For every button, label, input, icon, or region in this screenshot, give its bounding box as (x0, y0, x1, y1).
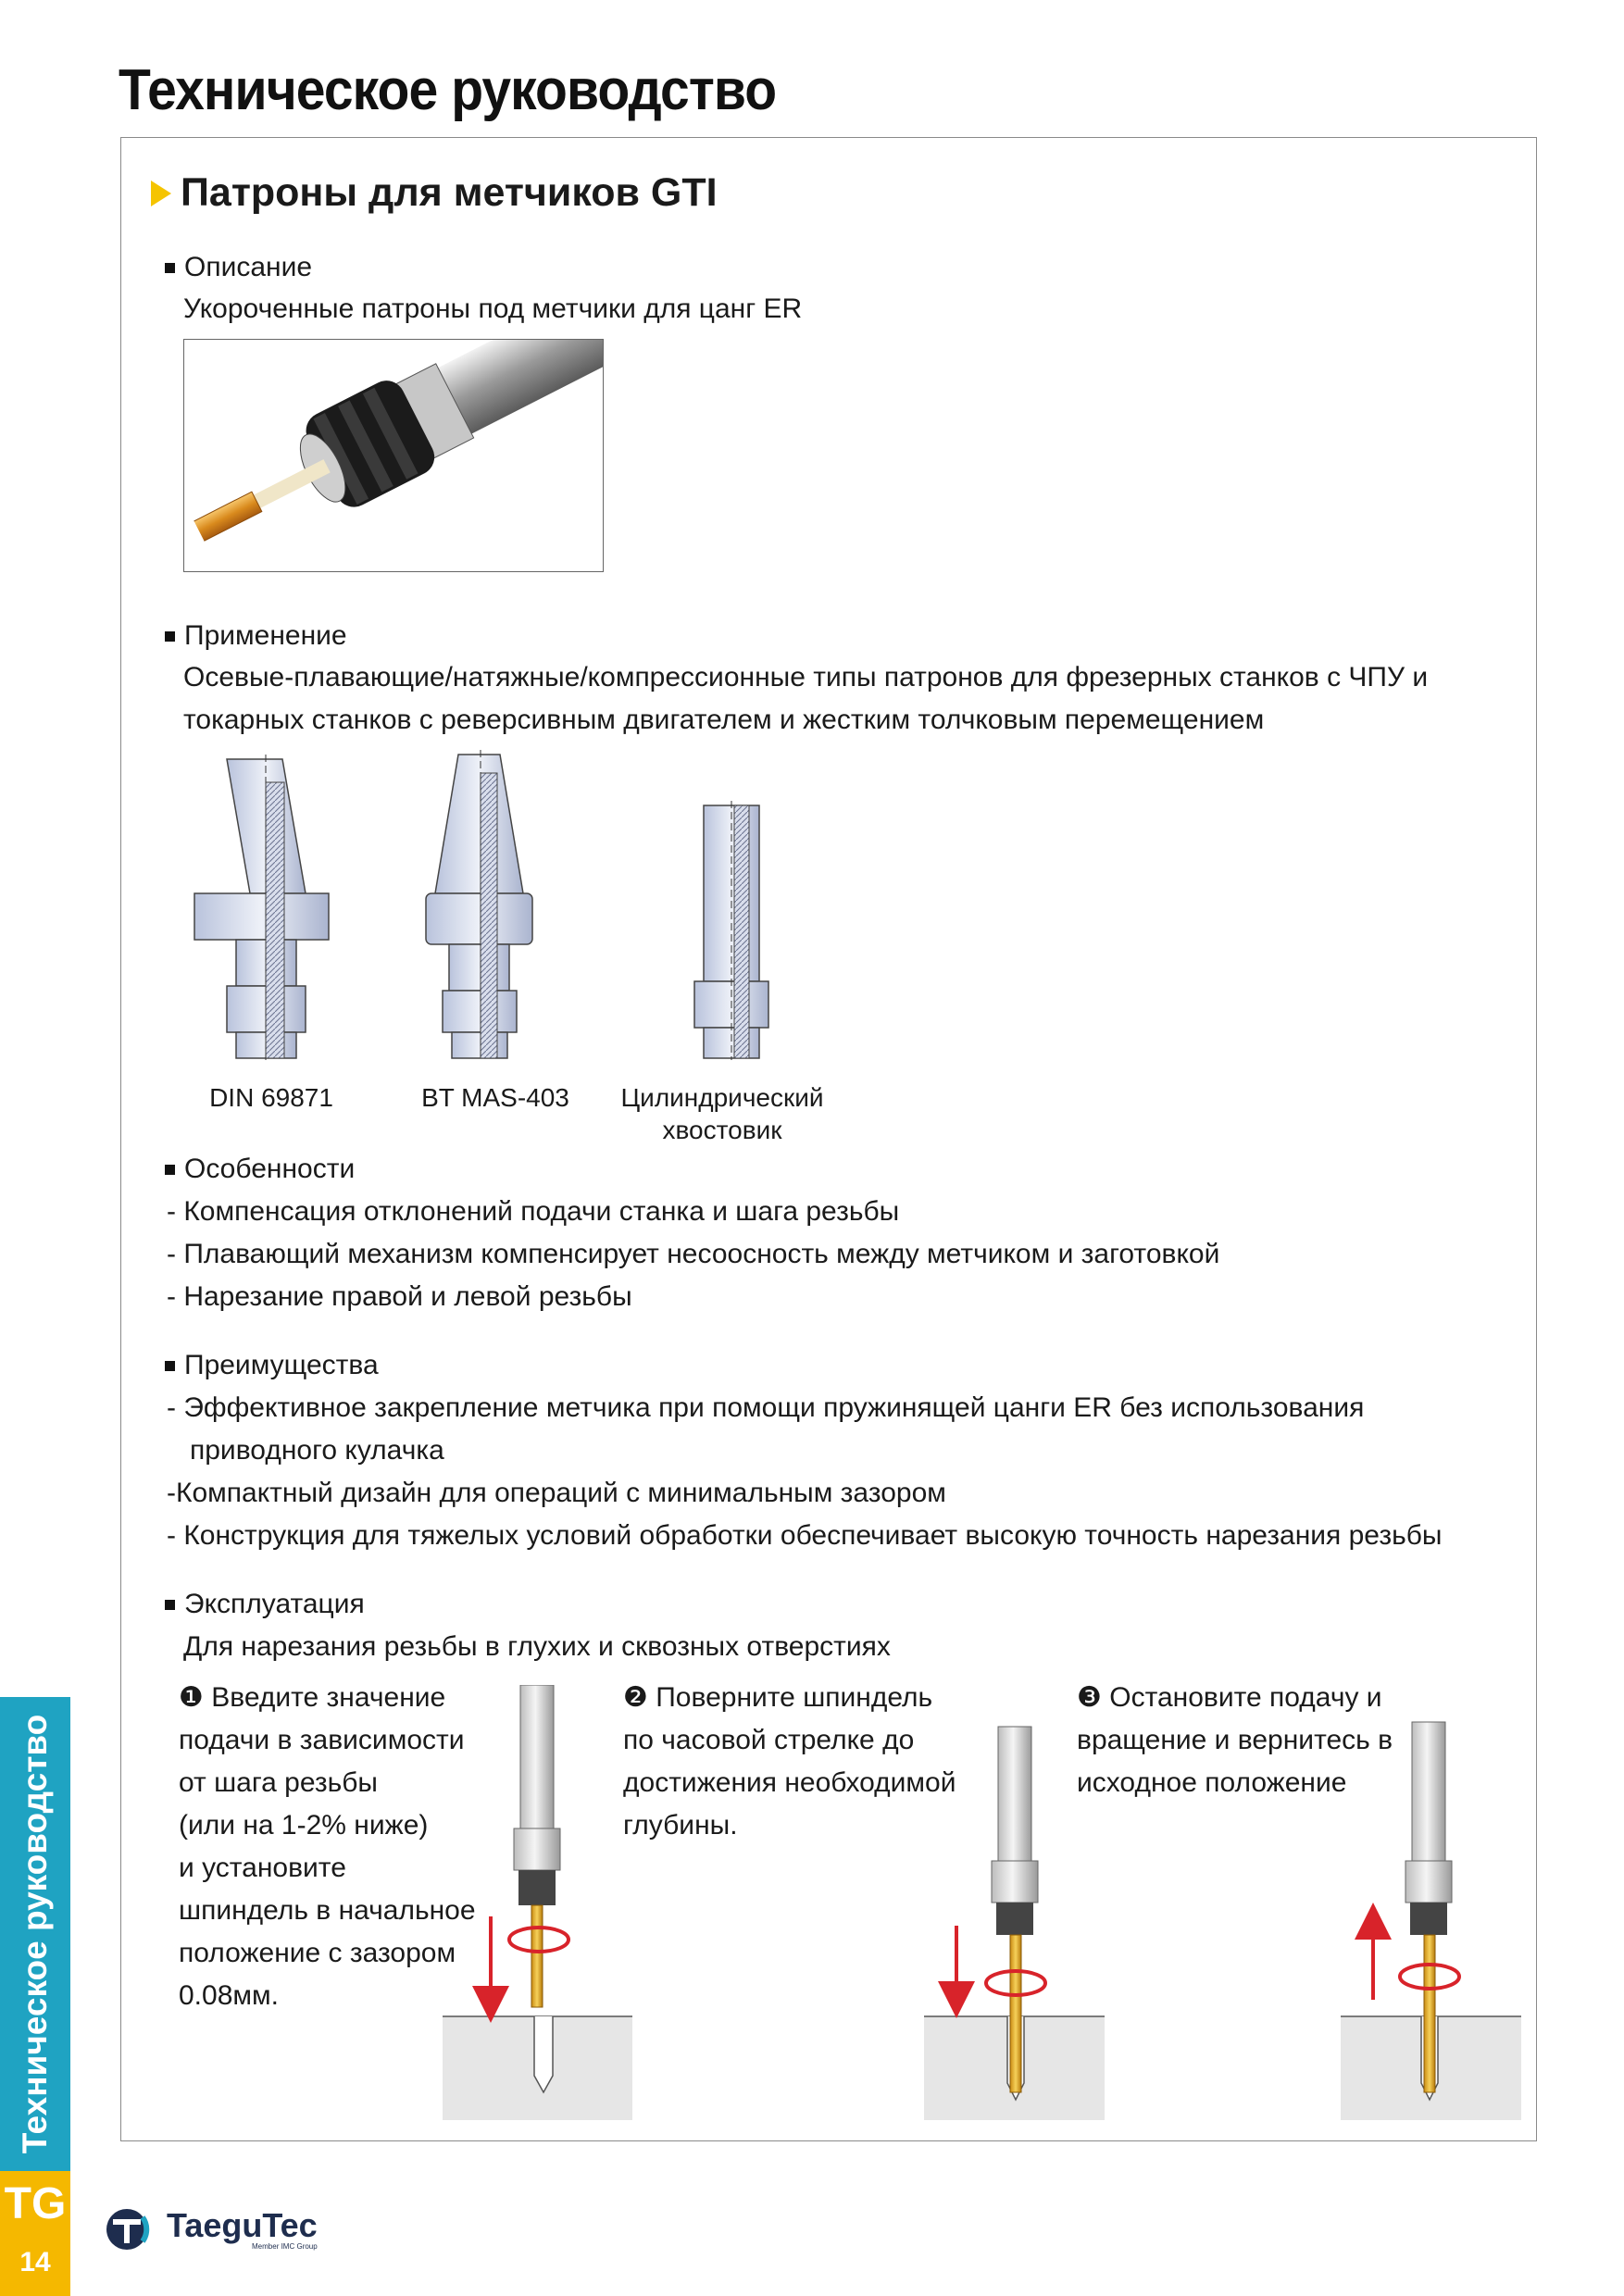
taegutec-logo (102, 2206, 318, 2252)
triangle-bullet-icon (151, 181, 171, 206)
step-3-line: исходное положение (1077, 1767, 1347, 1798)
features-heading-text: Особенности (184, 1154, 356, 1184)
section-title (151, 170, 718, 216)
operation-heading (165, 1589, 365, 1620)
application-heading-text: Применение (184, 620, 347, 651)
taegutec-logo-icon (102, 2206, 167, 2252)
step-1-line: шпиндель в начальное (179, 1895, 476, 1926)
bt-mas-403-drawing (426, 750, 532, 1060)
product-photo (183, 339, 604, 572)
section-title-text: Патроны для метчиков GTI (181, 170, 718, 215)
section-badge: TG (4, 2179, 67, 2228)
cylindrical-shank-drawing (694, 801, 768, 1060)
din-69871-drawing (194, 755, 329, 1060)
features-heading (165, 1154, 355, 1185)
description-heading (165, 252, 312, 283)
caption-din-69871: DIN 69871 (209, 1083, 333, 1112)
logo-name: TaeguTec (167, 2205, 318, 2244)
application-line-2: токарных станков с реверсивным двигателем и жестким толчковым перемещением (183, 705, 1265, 735)
page-badge (0, 2171, 70, 2296)
step-2-line: глубины. (623, 1810, 738, 1841)
step-1-line: и установите (179, 1853, 346, 1883)
step-1-illustration (443, 1685, 632, 2120)
operation-text: Для нарезания резьбы в глухих и сквозных отверстиях (183, 1631, 891, 1662)
tap-holder-photo-image (184, 340, 604, 572)
square-bullet-icon (165, 631, 175, 642)
step-3-illustration (1341, 1722, 1521, 2120)
tapping-steps-illustration (435, 1685, 1528, 2129)
features-item: - Плавающий механизм компенсирует несоосность между метчиком и заготовкой (167, 1239, 1220, 1269)
logo-sub: Member IMC Group (252, 2241, 318, 2251)
sidebar-label: Техническое руководство (16, 1714, 54, 2154)
caption-bt-mas-403: BT MAS-403 (421, 1083, 569, 1112)
step-3-line: ❸ Остановите подачу и (1077, 1682, 1382, 1713)
advantages-item: приводного кулачка (190, 1435, 444, 1466)
advantages-item: - Эффективное закрепление метчика при помощи пружинящей цанги ER без использования (167, 1392, 1365, 1423)
step-2-line: по часовой стрелке до (623, 1725, 915, 1755)
step-2-line: ❷ Поверните шпиндель (623, 1682, 933, 1713)
step-1 (179, 1677, 476, 2017)
step-3-line: вращение и вернитесь в (1077, 1725, 1393, 1755)
description-text: Укороченные патроны под метчики для цанг ER (183, 293, 803, 324)
operation-heading-text: Эксплуатация (184, 1589, 365, 1619)
holder-drawings (181, 745, 847, 1065)
description-heading-text: Описание (184, 252, 313, 282)
step-1-line: от шага резьбы (179, 1767, 378, 1798)
advantages-item: -Компактный дизайн для операций с минимальным зазором (167, 1478, 946, 1508)
advantages-item: - Конструкция для тяжелых условий обработки обеспечивает высокую точность нарезания резьбы (167, 1520, 1443, 1551)
step-1-line: положение с зазором (179, 1938, 456, 1968)
page-number: 14 (19, 2247, 51, 2277)
page-title: Техническое руководство (119, 58, 777, 122)
caption-cylindrical-1: Цилиндрический (620, 1083, 824, 1112)
advantages-heading-text: Преимущества (184, 1350, 379, 1380)
sidebar-tab (0, 1697, 70, 2171)
step-1-line: (или на 1-2% ниже) (179, 1810, 429, 1841)
square-bullet-icon (165, 1165, 175, 1175)
square-bullet-icon (165, 1361, 175, 1371)
caption-cylindrical-2: хвостовик (662, 1116, 782, 1144)
step-1-line: подачи в зависимости (179, 1725, 465, 1755)
step-1-line: ❶ Введите значение (179, 1682, 446, 1713)
features-item: - Нарезание правой и левой резьбы (167, 1281, 632, 1312)
square-bullet-icon (165, 1600, 175, 1610)
advantages-heading (165, 1350, 379, 1381)
application-line-1: Осевые-плавающие/натяжные/компрессионные типы патронов для фрезерных станков с ЧПУ и (183, 662, 1429, 693)
features-item: - Компенсация отклонений подачи станка и шага резьбы (167, 1196, 900, 1227)
step-2-line: достижения необходимой (623, 1767, 956, 1798)
step-2-illustration (924, 1727, 1105, 2120)
step-1-line: 0.08мм. (179, 1980, 279, 2011)
square-bullet-icon (165, 263, 175, 273)
application-heading (165, 620, 347, 652)
